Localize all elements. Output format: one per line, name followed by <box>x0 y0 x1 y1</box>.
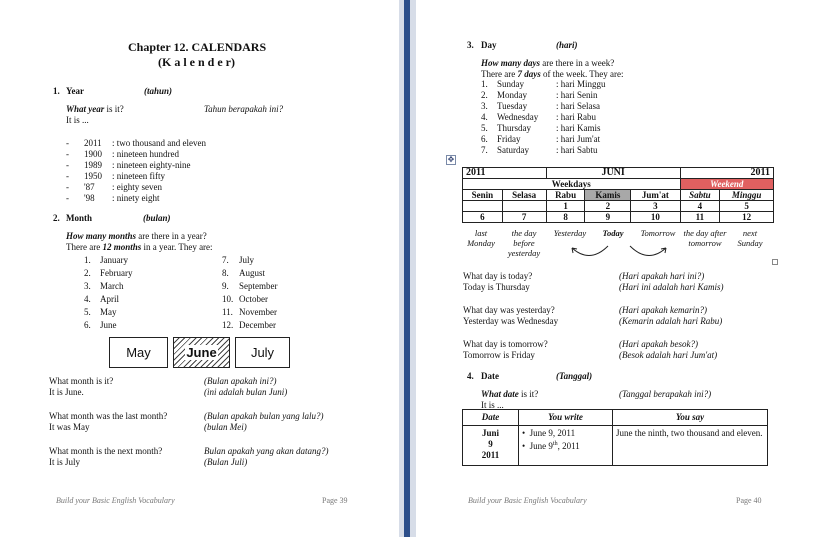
answer-line: There are 7 days of the week. They are: <box>481 69 624 79</box>
question-indo: (Tanggal berapakah ini?) <box>619 389 712 399</box>
list-dash: - <box>66 171 69 181</box>
answer-line: It is ... <box>481 400 504 410</box>
dayhead: Sabtu <box>680 190 720 201</box>
date-table-header: You say <box>613 410 768 426</box>
question-indo: Bulan apakah yang akan datang?) <box>204 446 329 456</box>
calendar-cell: 11 <box>680 212 720 223</box>
section-indo: (hari) <box>556 40 578 50</box>
section-indo: (tahun) <box>144 86 173 96</box>
today-arrows <box>560 240 680 266</box>
footer-text: Build your Basic English Vocabulary <box>468 496 587 505</box>
question-text: What day is tomorrow? <box>463 339 548 349</box>
month-box-previous: May <box>109 337 168 368</box>
day-caption: next Sunday <box>737 228 763 248</box>
day-name: Thursday <box>497 123 531 133</box>
calendar-table <box>462 167 774 223</box>
section-num: 2. <box>53 213 60 223</box>
calendar-cell: 12 <box>720 212 774 223</box>
month-number: 7. <box>222 255 229 265</box>
month-number: 2. <box>84 268 91 278</box>
year-value: '98 <box>84 193 95 203</box>
question-text: What month was the last month? <box>49 411 168 421</box>
month-number: 5. <box>84 307 91 317</box>
month-name: June <box>100 320 117 330</box>
question-indo: Tahun berapakah ini? <box>204 104 284 114</box>
calendar-cell: 5 <box>720 201 774 212</box>
month-name: November <box>239 307 277 317</box>
arrow-to-yesterday <box>572 246 608 256</box>
day-name: Saturday <box>497 145 529 155</box>
answer-indo: (ini adalah bulan Juni) <box>204 387 288 397</box>
footer-text: Build your Basic English Vocabulary <box>56 496 175 505</box>
calendar-cell: 8 <box>546 212 585 223</box>
date-table-header: Date <box>463 410 519 426</box>
month-name: April <box>100 294 119 304</box>
page-number: Page 40 <box>736 496 762 505</box>
calendar-cell: 9 <box>585 212 631 223</box>
month-number: 9. <box>222 281 229 291</box>
month-number: 3. <box>84 281 91 291</box>
section-heading: Date <box>481 371 499 381</box>
day-number: 4. <box>481 112 488 122</box>
day-number: 2. <box>481 90 488 100</box>
calendar-cell: 1 <box>546 201 585 212</box>
day-indo: : hari Sabtu <box>556 145 598 155</box>
day-name: Tuesday <box>497 101 528 111</box>
year-value: 1989 <box>84 160 102 170</box>
year-spelling: : nineteen eighty-nine <box>112 160 191 170</box>
calendar-cell: 3 <box>631 201 680 212</box>
calendar-cell: 4 <box>680 201 720 212</box>
day-indo: : hari Kamis <box>556 123 601 133</box>
month-name: January <box>100 255 128 265</box>
calendar-cell: 10 <box>631 212 680 223</box>
day-indo: : hari Jum'at <box>556 134 601 144</box>
month-number: 10. <box>222 294 234 304</box>
month-number: 8. <box>222 268 229 278</box>
month-name: March <box>100 281 124 291</box>
year-value: 2011 <box>84 138 102 148</box>
section-num: 1. <box>53 86 60 96</box>
chapter-title: Chapter 12. CALENDARS <box>128 40 267 54</box>
year-value: 1950 <box>84 171 102 181</box>
answer-indo: (Besok adalah hari Jum'at) <box>619 350 718 360</box>
section-num: 3. <box>467 40 474 50</box>
question-text: What day is today? <box>463 271 533 281</box>
arrow-to-tomorrow <box>630 246 666 256</box>
year-spelling: : nineteen hundred <box>112 149 179 159</box>
day-indo: : hari Senin <box>556 90 598 100</box>
date-cell: Juni 9 2011 <box>463 426 519 466</box>
section-num: 4. <box>467 371 474 381</box>
year-spelling: : eighty seven <box>112 182 162 192</box>
date-table-header: You write <box>519 410 613 426</box>
day-name: Sunday <box>497 79 524 89</box>
month-box-next: July <box>235 337 290 368</box>
day-caption: Tomorrow <box>640 228 676 238</box>
month-name: February <box>100 268 133 278</box>
day-number: 7. <box>481 145 488 155</box>
month-number: 11. <box>222 307 233 317</box>
month-number: 12. <box>222 320 234 330</box>
answer-line: It is ... <box>66 115 89 125</box>
write-item: • June 9, 2011 <box>522 428 576 438</box>
dayhead: Senin <box>463 190 503 201</box>
write-item: • June 9th, 2011 <box>522 441 580 451</box>
year-spelling: : ninety eight <box>112 193 160 203</box>
page-separator-bar <box>404 0 410 537</box>
question-text: What month is the next month? <box>49 446 163 456</box>
month-name: October <box>239 294 268 304</box>
calendar-year-right: 2011 <box>680 168 773 179</box>
question-line: How many months are there in a year? <box>66 231 207 241</box>
month-name: May <box>100 307 117 317</box>
calendar-cell <box>463 201 503 212</box>
answer-text: Today is Thursday <box>463 282 530 292</box>
dayhead: Jum'at <box>631 190 680 201</box>
year-value: 1900 <box>84 149 102 159</box>
month-number: 4. <box>84 294 91 304</box>
section-indo: (Tanggal) <box>556 371 593 381</box>
page-number: Page 39 <box>322 496 348 505</box>
day-number: 6. <box>481 134 488 144</box>
day-caption: Yesterday <box>553 228 587 238</box>
calendar-year-left: 2011 <box>463 168 547 179</box>
day-caption: the day after tomorrow <box>683 228 727 248</box>
day-number: 5. <box>481 123 488 133</box>
month-number: 6. <box>84 320 91 330</box>
calendar-cell: 6 <box>463 212 503 223</box>
write-cell <box>519 426 613 466</box>
list-dash: - <box>66 182 69 192</box>
dayhead: Selasa <box>502 190 546 201</box>
question-indo: (Bulan apakah ini?) <box>204 376 277 386</box>
table-resize-handle[interactable] <box>772 259 778 265</box>
month-name: July <box>239 255 255 265</box>
day-name: Wednesday <box>497 112 539 122</box>
answer-text: It is July <box>49 457 81 467</box>
answer-indo: (Bulan Juli) <box>204 457 248 467</box>
day-indo: : hari Selasa <box>556 101 600 111</box>
calendar-cell: 2 <box>585 201 631 212</box>
day-name: Monday <box>497 90 527 100</box>
day-number: 1. <box>481 79 488 89</box>
day-indo: : hari Rabu <box>556 112 596 122</box>
dayhead: Rabu <box>546 190 585 201</box>
section-heading: Day <box>481 40 497 50</box>
year-value: '87 <box>84 182 95 192</box>
month-number: 1. <box>84 255 91 265</box>
question-indo: (Hari apakah kemarin?) <box>619 305 707 315</box>
calendar-month: JUNI <box>546 168 680 179</box>
chapter-subtitle: (K a l e n d e r) <box>158 55 235 69</box>
question-text: What month is it? <box>49 376 114 386</box>
day-caption: the day before yesterday <box>507 228 541 258</box>
section-heading: Month <box>66 213 93 223</box>
say-cell: June the ninth, two thousand and eleven. <box>613 426 768 466</box>
table-move-handle-icon[interactable]: ✥ <box>447 155 455 164</box>
question-indo: (Hari apakah hari ini?) <box>619 271 705 281</box>
day-caption-today: Today <box>602 228 624 238</box>
section-heading: Year <box>66 86 84 96</box>
month-name: December <box>239 320 276 330</box>
list-dash: - <box>66 193 69 203</box>
question-line: How many days are there in a week? <box>481 58 615 68</box>
year-spelling: : nineteen fifty <box>112 171 165 181</box>
date-table <box>462 409 768 466</box>
day-number: 3. <box>481 101 488 111</box>
answer-line: There are 12 months in a year. They are: <box>66 242 213 252</box>
dayhead: Minggu <box>720 190 774 201</box>
calendar-cell: 7 <box>502 212 546 223</box>
month-name: September <box>239 281 278 291</box>
question-indo: (Hari apakah besok?) <box>619 339 698 349</box>
year-spelling: : two thousand and eleven <box>112 138 206 148</box>
calendar-cell <box>502 201 546 212</box>
day-indo: : hari Minggu <box>556 79 606 89</box>
answer-indo: (bulan Mei) <box>204 422 247 432</box>
question-indo: (Bulan apakah bulan yang lalu?) <box>204 411 324 421</box>
question-text: What day was yesterday? <box>463 305 555 315</box>
answer-text: It is June. <box>49 387 84 397</box>
answer-text: Yesterday was Wednesday <box>463 316 559 326</box>
month-box-current: June <box>173 337 230 368</box>
weekdays-header: Weekdays <box>463 179 681 190</box>
day-caption: last Monday <box>467 228 495 248</box>
question-line: What year is it? <box>66 104 124 114</box>
answer-indo: (Kemarin adalah hari Rabu) <box>619 316 723 326</box>
dayhead-highlight: Kamis <box>585 190 631 201</box>
question-line: What date is it? <box>481 389 539 399</box>
answer-text: It was May <box>49 422 90 432</box>
list-dash: - <box>66 160 69 170</box>
month-name: August <box>239 268 266 278</box>
answer-indo: (Hari ini adalah hari Kamis) <box>619 282 724 292</box>
day-name: Friday <box>497 134 521 144</box>
list-dash: - <box>66 138 69 148</box>
weekend-header: Weekend <box>680 179 773 190</box>
list-dash: - <box>66 149 69 159</box>
answer-text: Tomorrow is Friday <box>463 350 535 360</box>
section-indo: (bulan) <box>143 213 171 223</box>
